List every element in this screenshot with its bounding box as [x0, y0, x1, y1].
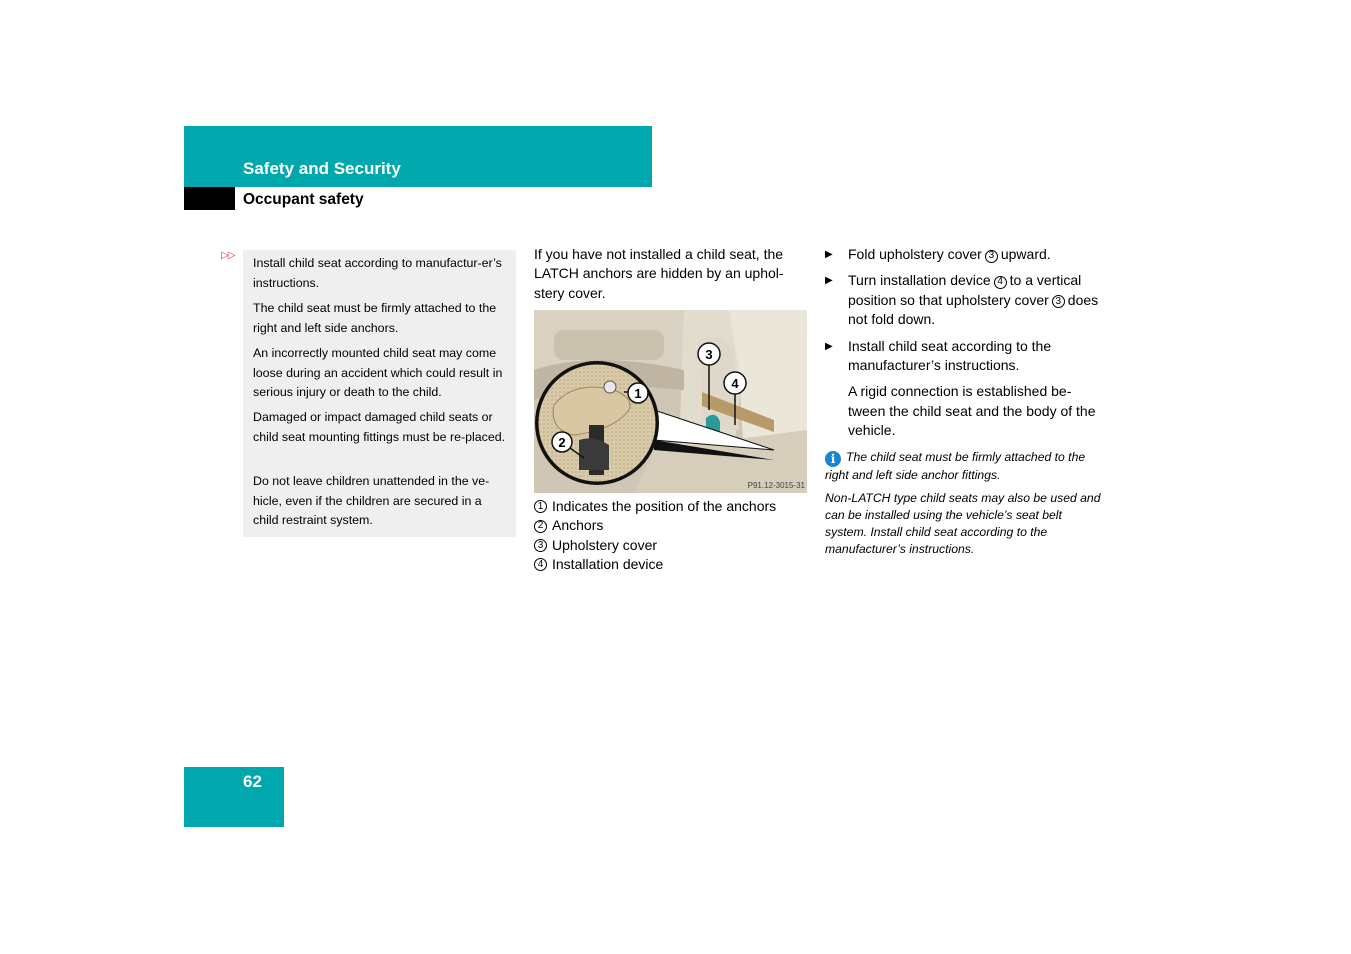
intro-text: If you have not installed a child seat, the LATCH anchors are hidden by an uphol-stery cover.: [534, 246, 784, 301]
legend-text: Indicates the position of the anchors: [552, 498, 777, 514]
step-text: upward.: [1000, 246, 1051, 262]
warning-paragraph: Damaged or impact damaged child seats or child seat mounting fittings must be re-placed.: [253, 410, 506, 444]
warning-box: [243, 250, 516, 537]
subsection-marker: [184, 187, 235, 210]
warning-paragraph: An incorrectly mounted child seat may come loose during an accident which could result in serious injury or death to the child.: [253, 346, 503, 400]
legend-item: [534, 516, 806, 535]
bullet-arrow-icon: ▶: [825, 275, 833, 287]
info-note: Non-LATCH type child seats may also be used and can be installed using the vehicle’s seat belt system. Install child seat according to the manufacturer’s instructions.: [825, 491, 1101, 557]
instruction-step: [825, 337, 1101, 376]
callout-4-label: 4: [731, 376, 739, 391]
number-circle-icon: 4: [534, 558, 547, 571]
note-text: The child seat must be firmly attached to the right and left side anchor fittings.: [825, 449, 1086, 483]
warning-paragraph: The child seat must be firmly attached to the right and left side anchors.: [253, 301, 497, 335]
number-circle-icon: 3: [534, 539, 547, 552]
instruction-step: [825, 271, 1101, 329]
number-circle-icon: 2: [534, 520, 547, 533]
legend-item: [534, 555, 806, 574]
number-circle-icon: 4: [994, 276, 1007, 289]
latch-anchor-illustration: [534, 310, 807, 493]
legend-text: Installation device: [552, 556, 664, 573]
bullet-arrow-icon: ▶: [825, 340, 833, 352]
instructions-column: [825, 245, 1101, 558]
section-title: Safety and Security: [243, 159, 401, 178]
step-result: A rigid connection is established be-tween the child seat and the body of the vehicle.: [848, 383, 1096, 439]
step-text: Fold upholstery cover: [848, 246, 982, 262]
step-text: Install child seat according to the manufacturer’s instructions.: [848, 337, 1052, 374]
number-circle-icon: 1: [534, 500, 547, 513]
step-text: Turn installation device: [848, 272, 991, 289]
callout-3-label: 3: [705, 347, 713, 362]
info-note: [825, 449, 1101, 485]
warning-paragraph: Do not leave children unattended in the ve-hicle, even if the children are secured in a child restraint system.: [253, 474, 490, 528]
step-text: does not fold down.: [848, 291, 1099, 328]
number-circle-icon: 3: [985, 250, 998, 263]
legend-text: Upholstery cover: [552, 536, 658, 553]
bullet-arrow-icon: ▶: [825, 249, 833, 260]
figure-legend: [534, 497, 806, 575]
callout-2-label: 2: [558, 435, 566, 450]
subsection-title: Occupant safety: [243, 191, 364, 208]
info-icon: i: [825, 451, 841, 467]
page-number-box: [184, 767, 284, 827]
legend-item: [534, 536, 806, 555]
page-number: 62: [243, 772, 262, 791]
figure-code: P91.12-3015-31: [747, 481, 805, 490]
instruction-step: [825, 245, 1101, 264]
step-text: to a vertical position so that upholstery cover: [848, 272, 1082, 308]
callout-1-label: 1: [634, 386, 642, 401]
legend-text: Anchors: [552, 517, 604, 534]
continuation-icon: ▷▷: [221, 250, 235, 261]
number-circle-icon: 3: [1052, 295, 1065, 308]
legend-item: [534, 497, 806, 516]
warning-paragraph: Install child seat according to manufactur-er’s instructions.: [253, 256, 502, 290]
